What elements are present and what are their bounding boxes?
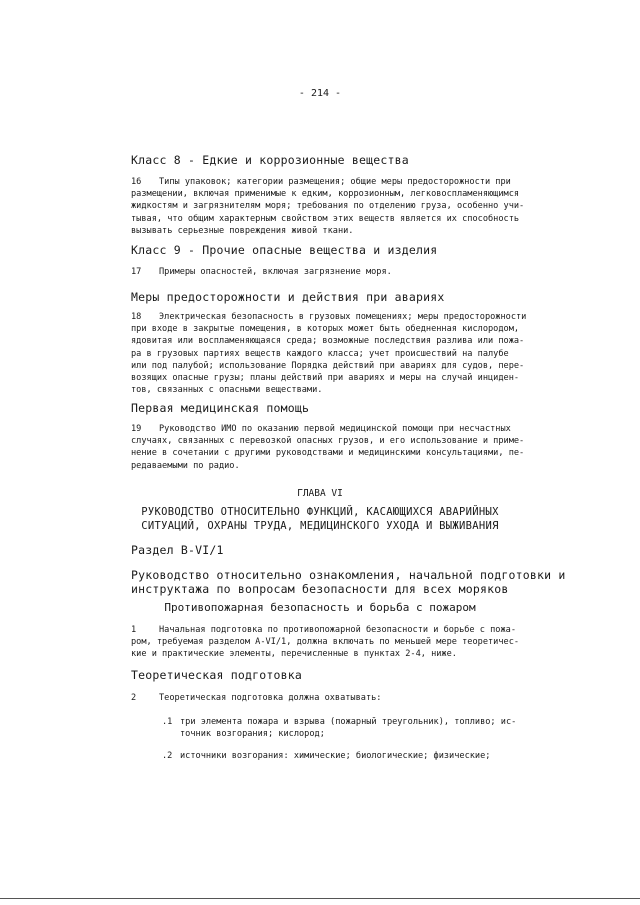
paragraph-line: тов, связанных с опасными веществами.	[131, 385, 323, 396]
chapter-title	[0, 505, 640, 533]
item-number: .1	[162, 717, 173, 727]
paragraph-2	[131, 692, 551, 704]
paragraph-17	[131, 266, 551, 278]
paragraph-number: 16	[131, 177, 142, 187]
paragraph-line: Руководство ИМО по оказанию первой медицинской помощи при несчастных	[159, 424, 511, 434]
heading-precautions: Меры предосторожности и действия при авариях	[131, 290, 445, 304]
chapter-title-line: СИТУАЦИЙ, ОХРАНЫ ТРУДА, МЕДИЦИНСКОГО УХОДА И ВЫЖИВАНИЯ	[141, 520, 499, 532]
paragraph-number: 2	[131, 693, 137, 703]
heading-class-8: Класс 8 - Едкие и коррозионные вещества	[131, 153, 409, 167]
paragraph-line: ядовитая или воспламеняющаяся среда; возможные последствия разлива или пожа-	[131, 336, 525, 347]
paragraph-16	[131, 176, 551, 237]
chapter-title-line: РУКОВОДСТВО ОТНОСИТЕЛЬНО ФУНКЦИЙ, КАСАЮЩИХСЯ АВАРИЙНЫХ	[141, 506, 499, 518]
paragraph-number: 18	[131, 312, 142, 322]
item-line: точник возгорания; кислород;	[180, 729, 325, 740]
paragraph-line: Электрическая безопасность в грузовых помещениях; меры предосторожности	[159, 312, 527, 322]
paragraph-line: тывая, что общим характерным свойством этих веществ является их способность	[131, 213, 520, 224]
paragraph-line: нение в сочетании с другими руководствами и медицинскими консультациями, пе-	[131, 448, 525, 459]
paragraph-line: Теоретическая подготовка должна охватывать:	[159, 693, 382, 703]
section-label: Раздел B-VI/1	[131, 543, 224, 557]
paragraph-number: 1	[131, 625, 137, 635]
paragraph-line: вызывать серьезные повреждения живой ткани.	[131, 225, 354, 236]
heading-first-aid: Первая медицинская помощь	[131, 401, 310, 415]
item-line: источники возгорания: химические; биологические; физические;	[180, 751, 491, 761]
paragraph-line: или под палубой; использование Порядка действий при авариях для судов, пере-	[131, 360, 525, 371]
paragraph-number: 17	[131, 267, 142, 277]
guidance-title-line: инструктажа по вопросам безопасности для всех моряков	[131, 582, 509, 596]
paragraph-1	[131, 624, 551, 661]
paragraph-line: Начальная подготовка по противопожарной безопасности и борьбе с пожа-	[159, 625, 516, 635]
paragraph-number: 19	[131, 424, 142, 434]
paragraph-line: случаях, связанных с перевозкой опасных грузов, и его использование и приме-	[131, 436, 525, 447]
paragraph-line: возящих опасные грузы; планы действий при авариях и меры на случай инциден-	[131, 373, 520, 384]
paragraph-line: при входе в закрытые помещения, в которых может быть обедненная кислородом,	[131, 324, 520, 335]
page-number: - 214 -	[298, 88, 342, 99]
paragraph-line: Типы упаковок; категории размещения; общие меры предосторожности при	[159, 177, 511, 187]
subheading-fire-safety: Противопожарная безопасность и борьба с пожаром	[164, 601, 476, 614]
paragraph-line: ра в грузовых партиях веществ каждого класса; учет происшествий на палубе	[131, 348, 509, 359]
bottom-divider	[0, 898, 640, 899]
paragraph-line: размещении, включая применимые к едким, коррозионным, легковоспламеняющимся	[131, 189, 520, 200]
item-number: .2	[162, 751, 173, 761]
paragraph-line: жидкостям и загрязнителям моря; требования по отделению груза, особенно учи-	[131, 201, 525, 212]
list-item	[162, 750, 490, 762]
heading-class-9: Класс 9 - Прочие опасные вещества и изделия	[131, 243, 438, 257]
list-item	[162, 716, 516, 740]
guidance-title-line: Руководство относительно ознакомления, начальной подготовки и	[131, 568, 566, 582]
chapter-label: ГЛАВА VI	[297, 488, 343, 499]
paragraph-line: кие и практические элементы, перечисленные в пунктах 2-4, ниже.	[131, 649, 457, 660]
heading-theory: Теоретическая подготовка	[131, 668, 302, 682]
paragraph-line: Примеры опасностей, включая загрязнение моря.	[159, 267, 392, 277]
paragraph-18	[131, 311, 551, 396]
paragraph-line: редаваемыми по радио.	[131, 460, 240, 471]
item-line: три элемента пожара и взрыва (пожарный треугольник), топливо; ис-	[180, 717, 517, 727]
paragraph-line: ром, требуемая разделом A-VI/1, должна включать по меньшей мере теоретичес-	[131, 637, 520, 648]
paragraph-19	[131, 423, 551, 472]
guidance-title	[131, 568, 566, 596]
